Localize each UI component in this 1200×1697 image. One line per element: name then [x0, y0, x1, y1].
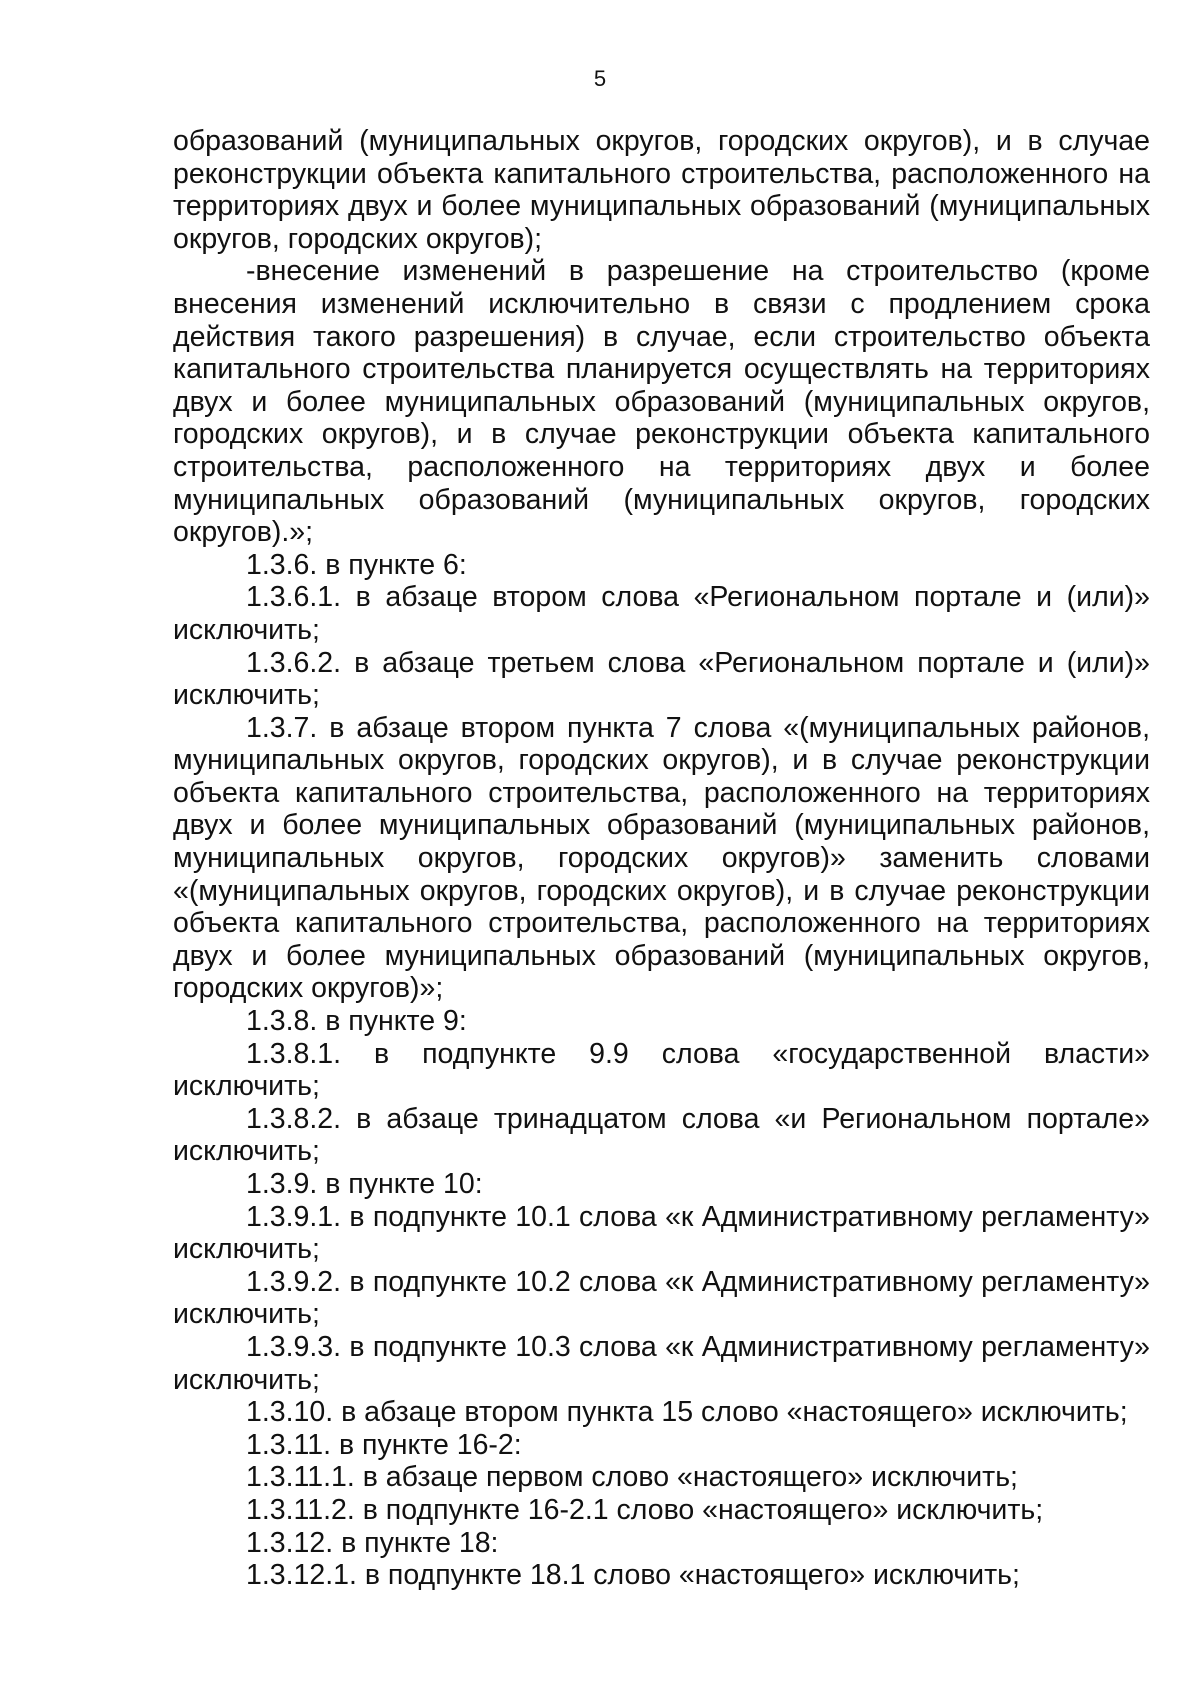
clause-1-3-9-3: 1.3.9.3. в подпункте 10.3 слова «к Административному регламенту» исключить; [173, 1330, 1150, 1396]
clause-1-3-8-2: 1.3.8.2. в абзаце тринадцатом слова «и Региональном портале» исключить; [173, 1102, 1150, 1168]
clause-1-3-8: 1.3.8. в пункте 9: [246, 1005, 467, 1038]
clause-1-3-12: 1.3.12. в пункте 18: [246, 1526, 499, 1559]
clause-1-3-11-1: 1.3.11.1. в абзаце первом слово «настоящего» исключить; [246, 1461, 1018, 1494]
document-body [173, 125, 1150, 1592]
paragraph: -внесение изменений в разрешение на строительство (кроме внесения изменений исключительно в связи с продлением срока действия такого разрешения) в случае, если строительство объекта капитального строительства планируется осуществлять на территориях двух и более муниципальных образований (муниципальных округов, городских округов), и в случае реконструкции объекта капитального строительства, расположенного на территориях двух и более муниципальных образований (муниципальных округов, городских округов).»; [173, 255, 1150, 549]
clause-1-3-6-2: 1.3.6.2. в абзаце третьем слова «Региональном портале и (или)» исключить; [173, 646, 1150, 712]
clause-1-3-9-2: 1.3.9.2. в подпункте 10.2 слова «к Административному регламенту» исключить; [173, 1265, 1150, 1331]
paragraph-continuation: образований (муниципальных округов, городских округов), и в случае реконструкции объекта капитального строительства, расположенного на территориях двух и более муниципальных образований (муниципальных округов, городских округов); [173, 125, 1150, 255]
clause-1-3-8-1: 1.3.8.1. в подпункте 9.9 слова «государственной власти» исключить; [173, 1037, 1150, 1103]
clause-1-3-6-1: 1.3.6.1. в абзаце втором слова «Региональном портале и (или)» исключить; [173, 581, 1150, 646]
clause-1-3-11: 1.3.11. в пункте 16-2: [246, 1428, 522, 1461]
clause-1-3-7: 1.3.7. в абзаце втором пункта 7 слова «(муниципальных районов, муниципальных округов, городских округов), и в случае реконструкции объекта капитального строительства, расположенного на территориях двух и более муниципальных образований (муниципальных районов, муниципальных округов, городских округов)» заменить словами «(муниципальных округов, городских округов), и в случае реконструкции объекта капитального строительства, расположенного на территориях двух и более муниципальных образований (муниципальных округов, городских округов)»; [173, 711, 1150, 1005]
clause-1-3-6: 1.3.6. в пункте 6: [246, 548, 467, 581]
page-number: 5 [593, 66, 607, 91]
clause-1-3-9-1: 1.3.9.1. в подпункте 10.1 слова «к Административному регламенту» исключить; [173, 1200, 1150, 1266]
clause-1-3-9: 1.3.9. в пункте 10: [246, 1168, 483, 1200]
clause-1-3-12-1: 1.3.12.1. в подпункте 18.1 слово «настоящего» исключить; [246, 1559, 1020, 1592]
clause-1-3-11-2: 1.3.11.2. в подпункте 16-2.1 слово «настоящего» исключить; [246, 1493, 1044, 1526]
clause-1-3-10: 1.3.10. в абзаце втором пункта 15 слово «настоящего» исключить; [246, 1396, 1128, 1429]
